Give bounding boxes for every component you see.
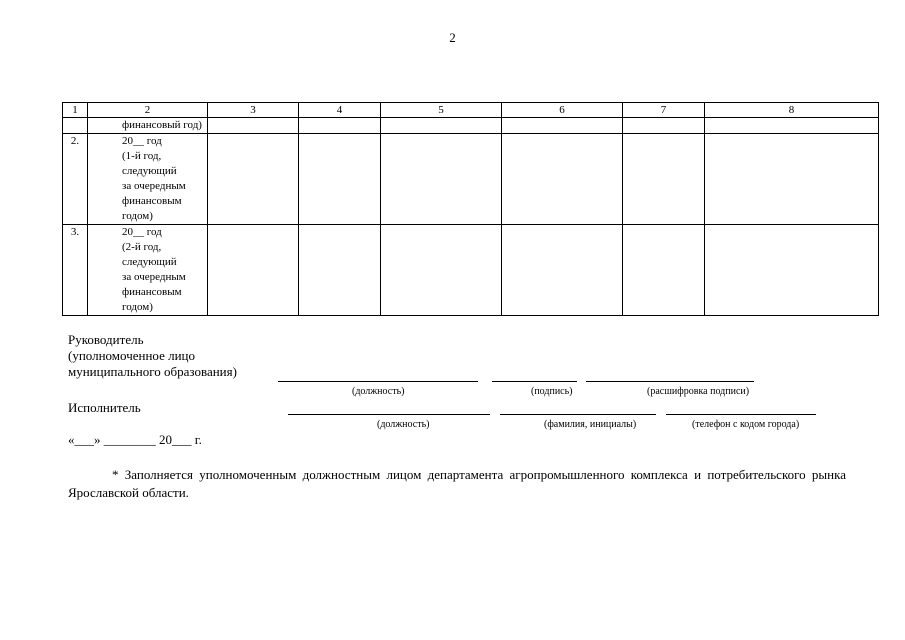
executor-name-line <box>500 414 656 415</box>
description-line: финансовый год) <box>122 119 202 131</box>
report-table <box>62 102 879 316</box>
row-description <box>88 225 208 316</box>
description-line: следующий <box>122 256 177 268</box>
caption-position: (должность) <box>352 386 405 397</box>
description-line: годом) <box>122 210 153 222</box>
executor-position-line <box>288 414 490 415</box>
signature-line <box>492 381 577 382</box>
header-cell: 5 <box>381 103 502 118</box>
header-cell: 6 <box>502 103 623 118</box>
description-line: за очередным <box>122 271 186 283</box>
header-cell: 4 <box>299 103 381 118</box>
header-cell: 8 <box>705 103 879 118</box>
position-line <box>278 381 478 382</box>
table-row <box>63 118 879 134</box>
caption-executor-name: (фамилия, инициалы) <box>544 419 637 430</box>
executor-phone-line <box>666 414 816 415</box>
header-cell: 3 <box>208 103 299 118</box>
description-line: (1-й год, <box>122 150 162 162</box>
caption-executor-phone: (телефон с кодом города) <box>692 419 800 430</box>
signature-decoding-line <box>586 381 754 382</box>
description-line: годом) <box>122 301 153 313</box>
row-number: 3. <box>63 225 88 316</box>
row-description <box>88 134 208 225</box>
caption-signature-decoding: (расшифровка подписи) <box>647 386 750 397</box>
header-cell: 1 <box>63 103 88 118</box>
table-row <box>63 225 879 316</box>
description-line: (2-й год, <box>122 241 162 253</box>
table-header-row <box>63 103 879 118</box>
description-line: финансовым <box>122 286 182 298</box>
head-label-line: Руководитель <box>68 332 144 347</box>
description-line: 20__ год <box>122 135 162 147</box>
caption-executor-position: (должность) <box>377 419 430 430</box>
page-number: 2 <box>449 30 456 45</box>
caption-signature: (подпись) <box>531 386 573 397</box>
footnote: * Заполняется уполномоченным должностным лицом департамента агропромышленного комплекса и потребительского рынка Ярославской области. <box>68 467 846 500</box>
description-line: следующий <box>122 165 177 177</box>
row-description <box>88 118 208 134</box>
row-number: 2. <box>63 134 88 225</box>
head-label-line: (уполномоченное лицо <box>68 348 196 363</box>
executor-label: Исполнитель <box>68 400 141 415</box>
table-row <box>63 134 879 225</box>
header-cell: 2 <box>88 103 208 118</box>
description-line: за очередным <box>122 180 186 192</box>
row-number <box>63 118 88 134</box>
date-line: «___» ________ 20___ г. <box>68 432 202 447</box>
head-label <box>68 332 237 380</box>
description-line: 20__ год <box>122 226 162 238</box>
description-line: финансовым <box>122 195 182 207</box>
head-label-line: муниципального образования) <box>68 364 237 379</box>
header-cell: 7 <box>623 103 705 118</box>
